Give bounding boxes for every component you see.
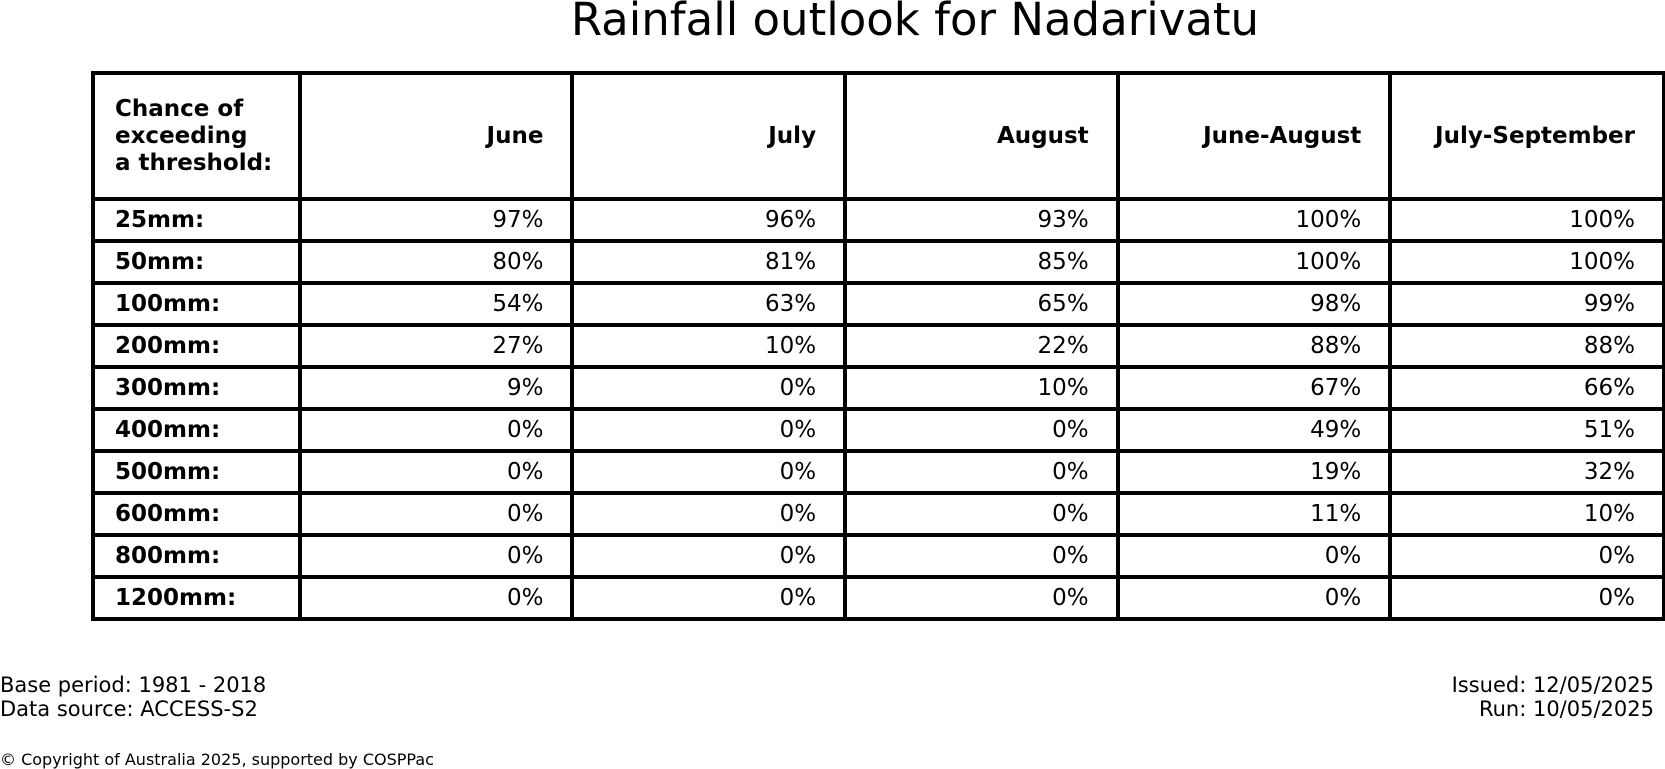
column-header-august: August <box>845 73 1118 199</box>
probability-cell: 10% <box>845 367 1118 409</box>
probability-cell: 99% <box>1390 283 1664 325</box>
probability-cell: 100% <box>1390 241 1664 283</box>
probability-cell: 0% <box>845 535 1118 577</box>
probability-cell: 0% <box>572 367 845 409</box>
probability-cell: 49% <box>1118 409 1391 451</box>
probability-cell: 0% <box>1390 535 1664 577</box>
probability-cell: 0% <box>572 451 845 493</box>
probability-cell: 0% <box>300 409 573 451</box>
probability-cell: 0% <box>1390 577 1664 619</box>
threshold-label: 800mm: <box>93 535 300 577</box>
probability-cell: 100% <box>1390 199 1664 241</box>
probability-cell: 0% <box>572 535 845 577</box>
column-header-july-september: July-September <box>1390 73 1664 199</box>
probability-cell: 66% <box>1390 367 1664 409</box>
corner-line: exceeding <box>115 122 248 149</box>
data-source: Data source: ACCESS-S2 <box>0 697 258 721</box>
table-row <box>93 325 1664 367</box>
probability-cell: 0% <box>845 493 1118 535</box>
table-body <box>93 199 1664 619</box>
threshold-label: 600mm: <box>93 493 300 535</box>
probability-cell: 100% <box>1118 241 1391 283</box>
threshold-label: 500mm: <box>93 451 300 493</box>
footer-left <box>0 673 266 721</box>
probability-cell: 0% <box>845 409 1118 451</box>
corner-line: Chance of <box>115 95 244 122</box>
probability-cell: 0% <box>572 577 845 619</box>
threshold-label: 300mm: <box>93 367 300 409</box>
probability-cell: 10% <box>572 325 845 367</box>
probability-cell: 96% <box>572 199 845 241</box>
probability-cell: 98% <box>1118 283 1391 325</box>
column-header-june: June <box>300 73 573 199</box>
threshold-label: 25mm: <box>93 199 300 241</box>
table-row <box>93 493 1664 535</box>
probability-cell: 0% <box>845 451 1118 493</box>
threshold-column-header <box>93 73 300 199</box>
probability-cell: 85% <box>845 241 1118 283</box>
threshold-label: 1200mm: <box>93 577 300 619</box>
table-row <box>93 535 1664 577</box>
run-date: Run: 10/05/2025 <box>1478 697 1654 721</box>
header-row <box>93 73 1664 199</box>
probability-cell: 97% <box>300 199 573 241</box>
table-row <box>93 241 1664 283</box>
table-row <box>93 199 1664 241</box>
probability-cell: 54% <box>300 283 573 325</box>
issued-date: Issued: 12/05/2025 <box>1451 673 1654 697</box>
corner-line: a threshold: <box>115 149 273 176</box>
probability-cell: 0% <box>572 493 845 535</box>
threshold-label: 400mm: <box>93 409 300 451</box>
table-row <box>93 451 1664 493</box>
base-period: Base period: 1981 - 2018 <box>0 673 267 697</box>
probability-cell: 0% <box>300 451 573 493</box>
table-row <box>93 409 1664 451</box>
probability-cell: 0% <box>1118 577 1391 619</box>
column-header-july: July <box>572 73 845 199</box>
threshold-label: 200mm: <box>93 325 300 367</box>
column-header-june-august: June-August <box>1118 73 1391 199</box>
probability-cell: 80% <box>300 241 573 283</box>
page-title: Rainfall outlook for Nadarivatu <box>570 0 1260 46</box>
table-row <box>93 283 1664 325</box>
probability-cell: 51% <box>1390 409 1664 451</box>
probability-cell: 100% <box>1118 199 1391 241</box>
threshold-label: 50mm: <box>93 241 300 283</box>
probability-cell: 0% <box>572 409 845 451</box>
probability-cell: 81% <box>572 241 845 283</box>
probability-cell: 11% <box>1118 493 1391 535</box>
probability-cell: 63% <box>572 283 845 325</box>
rainfall-outlook-table <box>91 71 1665 621</box>
probability-cell: 0% <box>300 577 573 619</box>
table-row <box>93 577 1664 619</box>
probability-cell: 9% <box>300 367 573 409</box>
footer-right <box>1452 673 1654 721</box>
probability-cell: 22% <box>845 325 1118 367</box>
threshold-label: 100mm: <box>93 283 300 325</box>
probability-cell: 93% <box>845 199 1118 241</box>
probability-cell: 67% <box>1118 367 1391 409</box>
probability-cell: 0% <box>845 577 1118 619</box>
probability-cell: 0% <box>1118 535 1391 577</box>
probability-cell: 0% <box>300 535 573 577</box>
probability-cell: 0% <box>300 493 573 535</box>
probability-cell: 32% <box>1390 451 1664 493</box>
probability-cell: 65% <box>845 283 1118 325</box>
table-row <box>93 367 1664 409</box>
probability-cell: 10% <box>1390 493 1664 535</box>
probability-cell: 19% <box>1118 451 1391 493</box>
probability-cell: 27% <box>300 325 573 367</box>
copyright-notice: © Copyright of Australia 2025, supported by COSPPac <box>0 750 434 769</box>
probability-cell: 88% <box>1390 325 1664 367</box>
probability-cell: 88% <box>1118 325 1391 367</box>
